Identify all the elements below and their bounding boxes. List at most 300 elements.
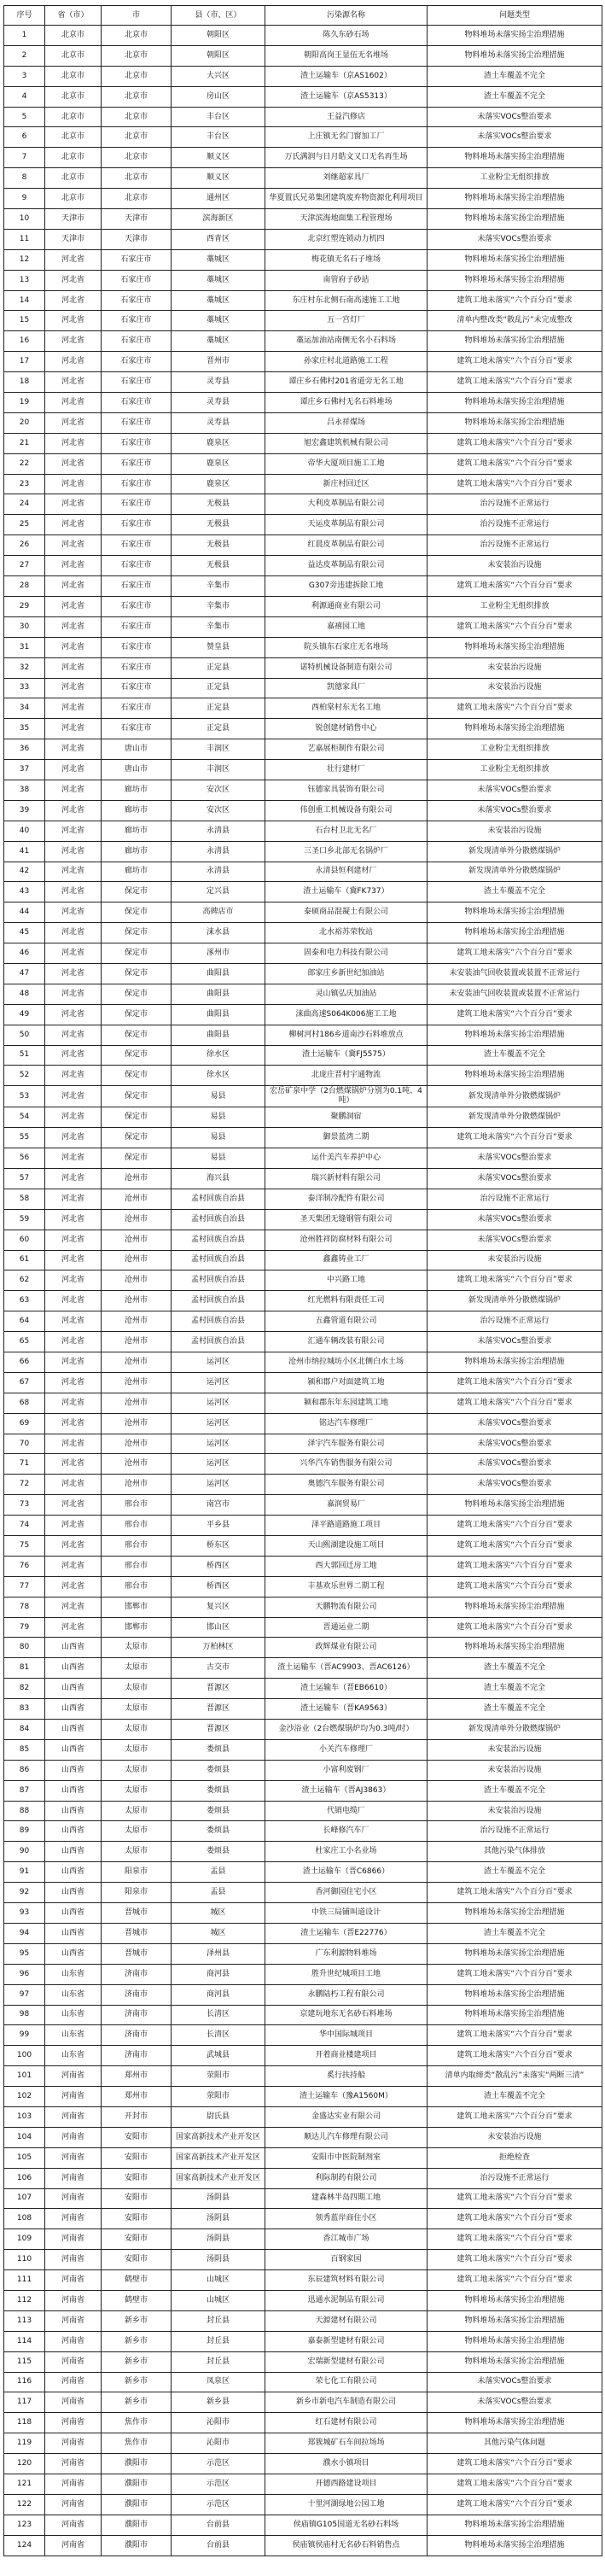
cell-problem-type: 建筑工地未落实“六个百分百”要求 bbox=[428, 2229, 602, 2250]
cell-source-name: 东辰建筑材料有限公司 bbox=[265, 2270, 428, 2291]
cell-index: 30 bbox=[4, 616, 45, 637]
cell-county: 曲阳县 bbox=[172, 1025, 265, 1045]
cell-source-name: 香河御园住宅小区 bbox=[265, 1883, 428, 1903]
cell-county: 运河区 bbox=[172, 1352, 265, 1373]
cell-county: 无极县 bbox=[172, 535, 265, 556]
cell-county: 高碑店市 bbox=[172, 902, 265, 923]
cell-city: 晋城市 bbox=[102, 1943, 172, 1964]
cell-province: 北京市 bbox=[45, 189, 102, 209]
cell-province: 河北省 bbox=[45, 1413, 102, 1434]
cell-problem-type: 未安装治污设施 bbox=[428, 2127, 602, 2147]
cell-source-name: 藁运加油站南侧无名小石料场 bbox=[265, 331, 428, 352]
cell-county: 示范区 bbox=[172, 2474, 265, 2494]
table-row bbox=[4, 1209, 602, 1230]
cell-problem-type: 建筑工地未落实“六个百分百”要求 bbox=[428, 943, 602, 964]
cell-source-name: 渣土运输车（京AS5313） bbox=[265, 86, 428, 107]
table-row bbox=[4, 2331, 602, 2351]
cell-city: 太原市 bbox=[102, 1679, 172, 1699]
cell-province: 山西省 bbox=[45, 1658, 102, 1679]
cell-province: 河北省 bbox=[45, 494, 102, 515]
cell-province: 河北省 bbox=[45, 1454, 102, 1475]
table-row bbox=[4, 433, 602, 453]
cell-province: 河北省 bbox=[45, 1556, 102, 1576]
cell-problem-type: 物料堆场未落实扬尘治理措施 bbox=[428, 1495, 602, 1516]
cell-province: 河北省 bbox=[45, 1393, 102, 1413]
cell-city: 濮阳市 bbox=[102, 2494, 172, 2515]
cell-index: 112 bbox=[4, 2290, 45, 2310]
cell-index: 47 bbox=[4, 963, 45, 984]
cell-city: 石家庄市 bbox=[102, 515, 172, 535]
cell-province: 河北省 bbox=[45, 1352, 102, 1373]
cell-province: 河北省 bbox=[45, 290, 102, 311]
cell-index: 90 bbox=[4, 1842, 45, 1862]
table-row bbox=[4, 1720, 602, 1740]
cell-problem-type: 建筑工地未落实“六个百分百”要求 bbox=[428, 352, 602, 372]
cell-source-name: 益达皮革制品有限公司 bbox=[265, 556, 428, 576]
cell-county: 娄烦县 bbox=[172, 1842, 265, 1862]
cell-source-name: 红光燃料有限责任工司 bbox=[265, 1291, 428, 1311]
cell-index: 84 bbox=[4, 1720, 45, 1740]
cell-city: 北京市 bbox=[102, 26, 172, 46]
cell-province: 河北省 bbox=[45, 923, 102, 943]
cell-county: 凤泉区 bbox=[172, 2372, 265, 2392]
cell-problem-type: 渣土车覆盖不完全 bbox=[428, 1923, 602, 1943]
cell-city: 北京市 bbox=[102, 86, 172, 107]
cell-index: 99 bbox=[4, 2025, 45, 2046]
table-row bbox=[4, 576, 602, 597]
cell-problem-type: 未落实VOCs整治要求 bbox=[428, 800, 602, 821]
cell-city: 石家庄市 bbox=[102, 453, 172, 474]
cell-county: 泽州县 bbox=[172, 1943, 265, 1964]
cell-problem-type: 渣土车覆盖不完全 bbox=[428, 86, 602, 107]
cell-problem-type: 治污设施不正常运行 bbox=[428, 2168, 602, 2188]
cell-source-name: 濮水小镇项目 bbox=[265, 2454, 428, 2474]
cell-index: 82 bbox=[4, 1679, 45, 1699]
cell-county: 曲阳县 bbox=[172, 963, 265, 984]
table-row bbox=[4, 494, 602, 515]
cell-province: 河北省 bbox=[45, 1107, 102, 1128]
header-problem-type: 问题类型 bbox=[428, 6, 602, 26]
cell-county: 定兴县 bbox=[172, 882, 265, 902]
cell-county: 娄烦县 bbox=[172, 1739, 265, 1760]
cell-source-name: 嘉泰新型建材有限公司 bbox=[265, 2331, 428, 2351]
table-row bbox=[4, 2168, 602, 2188]
cell-province: 河北省 bbox=[45, 1168, 102, 1189]
table-row bbox=[4, 2209, 602, 2229]
cell-county: 涿州市 bbox=[172, 943, 265, 964]
cell-province: 河南省 bbox=[45, 2168, 102, 2188]
cell-source-name: 颍和郡东年东园建筑工地 bbox=[265, 1393, 428, 1413]
cell-index: 118 bbox=[4, 2413, 45, 2433]
cell-problem-type: 拒绝检查 bbox=[428, 2147, 602, 2168]
cell-source-name: 天运皮革制品有限公司 bbox=[265, 515, 428, 535]
table-row bbox=[4, 2290, 602, 2310]
cell-source-name: 顺达儿汽车修理有限公司 bbox=[265, 2127, 428, 2147]
cell-index: 34 bbox=[4, 698, 45, 719]
table-row bbox=[4, 556, 602, 576]
cell-county: 正定县 bbox=[172, 678, 265, 698]
cell-county: 孟村回族自治县 bbox=[172, 1270, 265, 1291]
cell-source-name: 郎家庄乡新世纪加油站 bbox=[265, 963, 428, 984]
cell-county: 运河区 bbox=[172, 1434, 265, 1454]
cell-province: 山西省 bbox=[45, 1739, 102, 1760]
cell-city: 石家庄市 bbox=[102, 576, 172, 597]
cell-problem-type: 建筑工地未落实“六个百分百”要求 bbox=[428, 2474, 602, 2494]
cell-source-name: 安阳市中医院制剂室 bbox=[265, 2147, 428, 2168]
cell-province: 山西省 bbox=[45, 1679, 102, 1699]
cell-problem-type: 物料堆场未落实扬尘治理措施 bbox=[428, 2535, 602, 2556]
table-row bbox=[4, 780, 602, 800]
cell-province: 河北省 bbox=[45, 1516, 102, 1536]
cell-city: 新乡市 bbox=[102, 2372, 172, 2392]
cell-source-name: 永清县恒利建材厂 bbox=[265, 862, 428, 882]
cell-province: 河北省 bbox=[45, 1332, 102, 1352]
cell-problem-type: 物料堆场未落实扬尘治理措施 bbox=[428, 2413, 602, 2433]
cell-index: 88 bbox=[4, 1801, 45, 1821]
cell-source-name: 兴华汽车销售服务有限公司 bbox=[265, 1454, 428, 1475]
cell-province: 山西省 bbox=[45, 1923, 102, 1943]
table-row bbox=[4, 739, 602, 760]
cell-city: 济南市 bbox=[102, 1964, 172, 1984]
cell-county: 孟村回族自治县 bbox=[172, 1230, 265, 1250]
cell-city: 阳泉市 bbox=[102, 1862, 172, 1883]
cell-index: 109 bbox=[4, 2229, 45, 2250]
cell-index: 124 bbox=[4, 2535, 45, 2556]
table-row bbox=[4, 1372, 602, 1393]
cell-province: 河南省 bbox=[45, 2250, 102, 2270]
cell-city: 濮阳市 bbox=[102, 2454, 172, 2474]
cell-problem-type: 建筑工地未落实“六个百分百”要求 bbox=[428, 290, 602, 311]
cell-index: 108 bbox=[4, 2209, 45, 2229]
cell-city: 沧州市 bbox=[102, 1291, 172, 1311]
cell-problem-type: 清单内整改类“散乱污”未完成整改 bbox=[428, 311, 602, 331]
cell-index: 56 bbox=[4, 1148, 45, 1169]
cell-city: 郑州市 bbox=[102, 2087, 172, 2107]
cell-problem-type: 建筑工地未落实“六个百分百”要求 bbox=[428, 2270, 602, 2291]
cell-province: 北京市 bbox=[45, 86, 102, 107]
cell-county: 孟村回族自治县 bbox=[172, 1250, 265, 1270]
table-row bbox=[4, 45, 602, 66]
cell-source-name: 荣七化工有限公司 bbox=[265, 2372, 428, 2392]
cell-city: 石家庄市 bbox=[102, 311, 172, 331]
cell-problem-type: 未落实VOCs整治要求 bbox=[428, 229, 602, 249]
cell-city: 安阳市 bbox=[102, 2168, 172, 2188]
table-row bbox=[4, 249, 602, 270]
cell-index: 72 bbox=[4, 1475, 45, 1495]
cell-source-name: 沧州市纳拉城坊小区北侧白水土场 bbox=[265, 1352, 428, 1373]
table-row bbox=[4, 1107, 602, 1128]
cell-problem-type: 治污设施不正常运行 bbox=[428, 535, 602, 556]
cell-index: 73 bbox=[4, 1495, 45, 1516]
table-row bbox=[4, 1250, 602, 1270]
cell-index: 94 bbox=[4, 1923, 45, 1943]
cell-province: 河南省 bbox=[45, 2392, 102, 2413]
cell-county: 永清县 bbox=[172, 821, 265, 841]
cell-problem-type: 工业粉尘无组织排放 bbox=[428, 596, 602, 616]
cell-province: 河北省 bbox=[45, 372, 102, 393]
table-row bbox=[4, 1760, 602, 1780]
cell-index: 5 bbox=[4, 107, 45, 127]
cell-city: 太原市 bbox=[102, 1842, 172, 1862]
cell-problem-type: 物料堆场未落实扬尘治理措施 bbox=[428, 209, 602, 230]
cell-source-name: 华夏置氏兄弟集团建筑废弃物资源化利用项目 bbox=[265, 189, 428, 209]
cell-province: 河南省 bbox=[45, 2433, 102, 2454]
cell-problem-type: 新发现清单外分散燃煤锅炉 bbox=[428, 1107, 602, 1128]
cell-county: 朝阳区 bbox=[172, 45, 265, 66]
cell-city: 保定市 bbox=[102, 1004, 172, 1025]
cell-city: 沧州市 bbox=[102, 1270, 172, 1291]
cell-source-name: 颍和郡户对面建筑工地 bbox=[265, 1372, 428, 1393]
cell-province: 河北省 bbox=[45, 352, 102, 372]
table-row bbox=[4, 1475, 602, 1495]
cell-problem-type: 治污设施不正常运行 bbox=[428, 1189, 602, 1209]
cell-problem-type: 建筑工地未落实“六个百分百”要求 bbox=[428, 1556, 602, 1576]
cell-county: 孟村回族自治县 bbox=[172, 1209, 265, 1230]
cell-city: 石家庄市 bbox=[102, 678, 172, 698]
cell-city: 太原市 bbox=[102, 1821, 172, 1842]
cell-index: 76 bbox=[4, 1556, 45, 1576]
table-row bbox=[4, 1413, 602, 1434]
cell-problem-type: 物料堆场未落实扬尘治理措施 bbox=[428, 637, 602, 657]
cell-problem-type: 建筑工地未落实“六个百分百”要求 bbox=[428, 1883, 602, 1903]
table-row bbox=[4, 2310, 602, 2331]
table-row bbox=[4, 943, 602, 964]
cell-province: 河北省 bbox=[45, 616, 102, 637]
cell-city: 石家庄市 bbox=[102, 270, 172, 290]
cell-county: 灵寿县 bbox=[172, 393, 265, 413]
cell-province: 河北省 bbox=[45, 1495, 102, 1516]
cell-index: 86 bbox=[4, 1760, 45, 1780]
table-body bbox=[4, 26, 602, 2556]
cell-city: 沧州市 bbox=[102, 1168, 172, 1189]
cell-province: 河北省 bbox=[45, 984, 102, 1004]
cell-problem-type: 建筑工地未落实“六个百分百”要求 bbox=[428, 576, 602, 597]
table-row bbox=[4, 209, 602, 230]
cell-index: 33 bbox=[4, 678, 45, 698]
table-row bbox=[4, 2066, 602, 2087]
table-row bbox=[4, 2392, 602, 2413]
cell-city: 廊坊市 bbox=[102, 780, 172, 800]
table-row bbox=[4, 2433, 602, 2454]
cell-index: 77 bbox=[4, 1576, 45, 1597]
cell-county: 朝阳区 bbox=[172, 26, 265, 46]
cell-county: 徐水区 bbox=[172, 1066, 265, 1086]
cell-county: 无极县 bbox=[172, 515, 265, 535]
cell-index: 65 bbox=[4, 1332, 45, 1352]
cell-city: 保定市 bbox=[102, 902, 172, 923]
cell-city: 沧州市 bbox=[102, 1311, 172, 1332]
cell-county: 曲阳县 bbox=[172, 984, 265, 1004]
cell-province: 河南省 bbox=[45, 2474, 102, 2494]
header-index: 序号 bbox=[4, 6, 45, 26]
cell-province: 河北省 bbox=[45, 1311, 102, 1332]
cell-problem-type: 未落实VOCs整治要求 bbox=[428, 1434, 602, 1454]
table-row bbox=[4, 719, 602, 739]
cell-problem-type: 建筑工地未落实“六个百分百”要求 bbox=[428, 2454, 602, 2474]
cell-source-name: 谭庄乡石佛村无名石料堆场 bbox=[265, 393, 428, 413]
cell-county: 房山区 bbox=[172, 86, 265, 107]
cell-province: 河南省 bbox=[45, 2209, 102, 2229]
cell-province: 山西省 bbox=[45, 1760, 102, 1780]
table-row bbox=[4, 107, 602, 127]
cell-province: 河北省 bbox=[45, 963, 102, 984]
cell-city: 北京市 bbox=[102, 66, 172, 86]
cell-county: 长清区 bbox=[172, 2005, 265, 2025]
cell-city: 沧州市 bbox=[102, 1413, 172, 1434]
cell-province: 河北省 bbox=[45, 1128, 102, 1148]
cell-county: 桥西区 bbox=[172, 1576, 265, 1597]
table-row bbox=[4, 1168, 602, 1189]
cell-source-name: 泽平路道路施工项目 bbox=[265, 1516, 428, 1536]
cell-problem-type: 物料堆场未落实扬尘治理措施 bbox=[428, 1984, 602, 2005]
cell-county: 鹿泉区 bbox=[172, 433, 265, 453]
cell-source-name: 十里河湖绿地公园工地 bbox=[265, 2494, 428, 2515]
cell-problem-type: 未落实VOCs整治要求 bbox=[428, 1454, 602, 1475]
cell-source-name: 百钢家园 bbox=[265, 2250, 428, 2270]
table-row bbox=[4, 1699, 602, 1720]
cell-problem-type: 物料堆场未落实扬尘治理措施 bbox=[428, 148, 602, 168]
cell-province: 山西省 bbox=[45, 1903, 102, 1924]
cell-city: 焦作市 bbox=[102, 2413, 172, 2433]
cell-source-name: 石台村卫北无名厂 bbox=[265, 821, 428, 841]
cell-problem-type: 未落实VOCs整治要求 bbox=[428, 1230, 602, 1250]
table-row bbox=[4, 412, 602, 433]
cell-source-name: 北庞庄晋村宇通物流 bbox=[265, 1066, 428, 1086]
cell-county: 晋源区 bbox=[172, 1699, 265, 1720]
cell-problem-type: 未落实VOCs整治要求 bbox=[428, 127, 602, 148]
cell-source-name: 壮行建材厂 bbox=[265, 760, 428, 780]
cell-source-name: 梅花镇无名石子堆场 bbox=[265, 249, 428, 270]
cell-province: 山西省 bbox=[45, 1821, 102, 1842]
cell-province: 河北省 bbox=[45, 393, 102, 413]
cell-county: 国家高新技术产业开发区 bbox=[172, 2127, 265, 2147]
cell-problem-type: 物料堆场未落实扬尘治理措施 bbox=[428, 2005, 602, 2025]
cell-problem-type: 物料堆场未落实扬尘治理措施 bbox=[428, 902, 602, 923]
cell-province: 河北省 bbox=[45, 412, 102, 433]
cell-province: 河北省 bbox=[45, 719, 102, 739]
cell-problem-type: 物料堆场未落实扬尘治理措施 bbox=[428, 331, 602, 352]
table-row bbox=[4, 1270, 602, 1291]
cell-county: 城区 bbox=[172, 1923, 265, 1943]
cell-city: 保定市 bbox=[102, 882, 172, 902]
cell-index: 38 bbox=[4, 780, 45, 800]
cell-county: 安次区 bbox=[172, 800, 265, 821]
cell-city: 廊坊市 bbox=[102, 821, 172, 841]
cell-index: 11 bbox=[4, 229, 45, 249]
cell-index: 105 bbox=[4, 2147, 45, 2168]
table-row bbox=[4, 372, 602, 393]
cell-index: 74 bbox=[4, 1516, 45, 1536]
cell-source-name: 渣土运输车（晋KA9563） bbox=[265, 1699, 428, 1720]
cell-county: 运河区 bbox=[172, 1372, 265, 1393]
cell-index: 91 bbox=[4, 1862, 45, 1883]
table-row bbox=[4, 2005, 602, 2025]
cell-city: 保定市 bbox=[102, 1045, 172, 1066]
cell-problem-type: 未落实VOCs整治要求 bbox=[428, 2372, 602, 2392]
cell-county: 顺义区 bbox=[172, 168, 265, 189]
cell-index: 54 bbox=[4, 1107, 45, 1128]
cell-county: 新乡县 bbox=[172, 2392, 265, 2413]
cell-city: 濮阳市 bbox=[102, 2474, 172, 2494]
table-row bbox=[4, 1045, 602, 1066]
cell-index: 42 bbox=[4, 862, 45, 882]
cell-source-name: 沧州胜祥防腐材料有限公司 bbox=[265, 1230, 428, 1250]
cell-index: 97 bbox=[4, 1984, 45, 2005]
cell-source-name: 郑簇城矿石车间拉场场 bbox=[265, 2433, 428, 2454]
cell-problem-type: 未落实VOCs整治要求 bbox=[428, 2392, 602, 2413]
cell-problem-type: 未落实VOCs整治要求 bbox=[428, 1332, 602, 1352]
cell-city: 安阳市 bbox=[102, 2127, 172, 2147]
cell-problem-type: 建筑工地未落实“六个百分百”要求 bbox=[428, 1964, 602, 1984]
cell-source-name: 嘉润贸易厂 bbox=[265, 1495, 428, 1516]
cell-city: 沧州市 bbox=[102, 1454, 172, 1475]
table-row bbox=[4, 474, 602, 494]
cell-county: 汤阴县 bbox=[172, 2250, 265, 2270]
cell-province: 河北省 bbox=[45, 311, 102, 331]
cell-city: 北京市 bbox=[102, 148, 172, 168]
cell-index: 36 bbox=[4, 739, 45, 760]
cell-problem-type: 渣土车覆盖不完全 bbox=[428, 1658, 602, 1679]
cell-source-name: 永鹏陆朽工程有限公司 bbox=[265, 1984, 428, 2005]
cell-province: 北京市 bbox=[45, 127, 102, 148]
cell-source-name: 东庄村东北侧石南高速施工工地 bbox=[265, 290, 428, 311]
cell-index: 104 bbox=[4, 2127, 45, 2147]
cell-index: 60 bbox=[4, 1230, 45, 1250]
cell-county: 荥阳市 bbox=[172, 2087, 265, 2107]
cell-problem-type: 建筑工地未落实“六个百分百”要求 bbox=[428, 1372, 602, 1393]
cell-source-name: 汇通车辆改装有限公司 bbox=[265, 1332, 428, 1352]
table-row bbox=[4, 841, 602, 862]
cell-source-name: 嘉禧园工地 bbox=[265, 616, 428, 637]
cell-city: 沧州市 bbox=[102, 1352, 172, 1373]
cell-province: 河北省 bbox=[45, 862, 102, 882]
cell-problem-type: 建筑工地未落实“六个百分百”要求 bbox=[428, 1004, 602, 1025]
cell-index: 67 bbox=[4, 1372, 45, 1393]
cell-province: 山西省 bbox=[45, 1801, 102, 1821]
table-row bbox=[4, 1352, 602, 1373]
cell-problem-type: 渣土车覆盖不完全 bbox=[428, 1699, 602, 1720]
cell-province: 山东省 bbox=[45, 2005, 102, 2025]
cell-index: 117 bbox=[4, 2392, 45, 2413]
table-row bbox=[4, 393, 602, 413]
cell-problem-type: 物料堆场未落实扬尘治理措施 bbox=[428, 2290, 602, 2310]
cell-county: 徐水区 bbox=[172, 1045, 265, 1066]
cell-index: 22 bbox=[4, 453, 45, 474]
cell-index: 58 bbox=[4, 1189, 45, 1209]
cell-county: 藁城区 bbox=[172, 249, 265, 270]
cell-source-name: 渣土运输车（冀FK737） bbox=[265, 882, 428, 902]
cell-province: 河北省 bbox=[45, 515, 102, 535]
cell-city: 安阳市 bbox=[102, 2229, 172, 2250]
cell-problem-type: 渣土车覆盖不完全 bbox=[428, 1862, 602, 1883]
cell-province: 山西省 bbox=[45, 1780, 102, 1801]
cell-index: 49 bbox=[4, 1004, 45, 1025]
table-row bbox=[4, 2413, 602, 2433]
cell-city: 石家庄市 bbox=[102, 433, 172, 453]
cell-province: 河北省 bbox=[45, 1189, 102, 1209]
table-row bbox=[4, 596, 602, 616]
table-row bbox=[4, 637, 602, 657]
cell-county: 鹿泉区 bbox=[172, 453, 265, 474]
cell-index: 71 bbox=[4, 1454, 45, 1475]
cell-problem-type: 建筑工地未落实“六个百分百”要求 bbox=[428, 2025, 602, 2046]
cell-county: 邯山区 bbox=[172, 1617, 265, 1638]
table-row bbox=[4, 2474, 602, 2494]
cell-county: 藁城区 bbox=[172, 311, 265, 331]
table-row bbox=[4, 148, 602, 168]
cell-problem-type: 渣土车覆盖不完全 bbox=[428, 2087, 602, 2107]
cell-index: 17 bbox=[4, 352, 45, 372]
